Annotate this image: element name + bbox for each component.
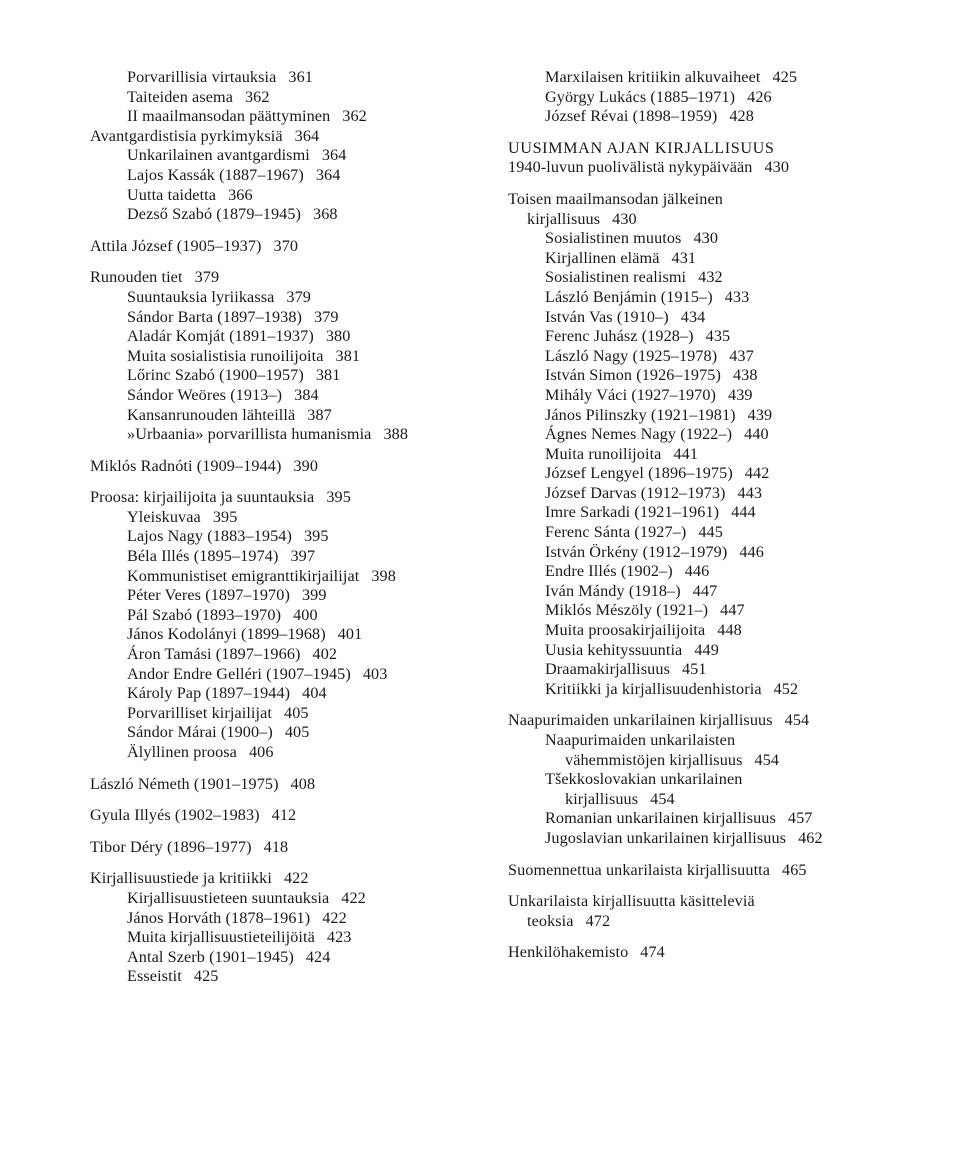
toc-entry <box>90 205 490 225</box>
toc-page-number: 442 <box>744 464 770 483</box>
toc-entry-title: László Németh (1901–1975) <box>90 774 279 793</box>
toc-page-number: 441 <box>673 444 699 463</box>
toc-entry <box>508 327 948 347</box>
toc-page-number: 446 <box>684 562 710 581</box>
toc-entry <box>508 406 948 426</box>
toc-entry <box>90 127 490 147</box>
toc-page-number: 430 <box>693 229 719 248</box>
toc-entry <box>508 88 948 108</box>
toc-entry <box>508 861 948 881</box>
toc-entry-title: Ferenc Juhász (1928–) <box>545 327 694 346</box>
toc-entry <box>90 743 490 763</box>
toc-page-number: 422 <box>283 869 309 888</box>
toc-entry <box>90 889 490 909</box>
toc-page-number: 426 <box>747 87 772 106</box>
toc-entry <box>90 366 490 386</box>
toc-page-number: 422 <box>322 908 347 927</box>
toc-page-number: 361 <box>288 68 314 86</box>
toc-entry-title: Porvarillisia virtauksia <box>127 68 277 86</box>
toc-entry <box>508 347 948 367</box>
toc-entry <box>508 601 948 621</box>
toc-page-number: 364 <box>315 165 341 184</box>
toc-page-number: 395 <box>212 507 238 526</box>
toc-entry <box>508 829 948 849</box>
toc-entry-title: Endre Illés (1902–) <box>545 562 673 581</box>
toc-entry <box>90 606 490 626</box>
toc-page-number: 379 <box>314 307 339 326</box>
toc-entry-title: Attila József (1905–1937) <box>90 236 262 255</box>
toc-entry-title: Imre Sarkadi (1921–1961) <box>545 503 720 522</box>
toc-entry-title: 1940-luvun puolivälistä nykypäivään <box>508 158 753 177</box>
toc-entry-title: Sosialistinen realismi <box>545 268 687 287</box>
toc-page-number: 379 <box>194 268 220 287</box>
toc-page-number: 425 <box>772 68 798 86</box>
toc-entry <box>90 386 490 406</box>
toc-entry-title: József Révai (1898–1959) <box>545 107 718 126</box>
toc-entry <box>508 711 948 731</box>
toc-entry <box>90 775 490 795</box>
toc-entry-title: II maailmansodan päättyminen <box>127 107 331 126</box>
toc-right-column <box>508 68 948 963</box>
toc-entry-title: Uusia kehityssuuntia <box>545 640 683 659</box>
toc-page-number: 384 <box>294 385 319 404</box>
toc-page-number: 400 <box>293 605 318 624</box>
toc-entry <box>90 869 490 889</box>
toc-entry-title: János Pilinszky (1921–1981) <box>545 405 736 424</box>
toc-page-number: 447 <box>692 581 718 600</box>
toc-page-number: 406 <box>248 743 274 761</box>
toc-page-number: 366 <box>228 185 253 204</box>
toc-entry-title: János Kodolányi (1899–1968) <box>127 625 326 644</box>
toc-entry-title: Henkilöhakemisto <box>508 943 629 962</box>
toc-page-number: 457 <box>787 809 813 828</box>
toc-entry-title: Sándor Barta (1897–1938) <box>127 307 303 326</box>
toc-entry <box>90 625 490 645</box>
toc-entry-title: Unkarilaista kirjallisuutta käsitteleviä teoksia <box>508 892 755 930</box>
toc-entry-title: Lajos Nagy (1883–1954) <box>127 527 292 546</box>
toc-entry <box>90 406 490 426</box>
toc-entry-title: Sándor Márai (1900–) <box>127 723 273 742</box>
toc-entry <box>90 288 490 308</box>
toc-entry <box>508 386 948 406</box>
toc-entry <box>90 68 490 88</box>
toc-page-number: 405 <box>284 723 310 742</box>
toc-page-number: 433 <box>724 287 750 306</box>
toc-entry-title: Romanian unkarilainen kirjallisuus <box>545 809 776 828</box>
toc-entry <box>90 909 490 929</box>
toc-entry <box>90 684 490 704</box>
toc-entry-title: Kirjallisuustieteen suuntauksia <box>127 888 330 907</box>
toc-entry-title: Kirjallisuustiede ja kritiikki <box>90 869 272 888</box>
toc-entry-title: Béla Illés (1895–1974) <box>127 547 279 566</box>
toc-page-number: 425 <box>193 967 219 986</box>
toc-page-number: 381 <box>315 366 341 385</box>
toc-page-number: 443 <box>737 483 763 502</box>
toc-entry-title: László Nagy (1925–1978) <box>545 346 718 365</box>
toc-entry-title: Gyula Illyés (1902–1983) <box>90 806 260 825</box>
toc-entry-title: Aladár Komját (1891–1937) <box>127 327 314 346</box>
toc-entry <box>90 268 490 288</box>
toc-entry <box>90 508 490 528</box>
toc-entry <box>90 838 490 858</box>
toc-entry-title: Avantgardistisia pyrkimyksiä <box>90 126 283 145</box>
toc-page-number: 439 <box>747 405 773 424</box>
toc-entry-title: István Simon (1926–1975) <box>545 366 721 385</box>
toc-page-number: 439 <box>728 385 753 404</box>
toc-entry-title: Taiteiden asema <box>127 87 233 106</box>
toc-page-number: 430 <box>764 158 790 177</box>
toc-entry <box>90 527 490 547</box>
toc-page-number: 364 <box>294 126 320 145</box>
toc-entry <box>508 562 948 582</box>
toc-entry <box>90 488 490 508</box>
toc-entry-title: Miklós Mészöly (1921–) <box>545 601 709 620</box>
toc-page-number: 401 <box>337 625 363 644</box>
toc-entry <box>508 680 948 700</box>
toc-page-number: 437 <box>729 346 754 365</box>
toc-entry-title: Marxilaisen kritiikin alkuvaiheet <box>545 68 761 86</box>
toc-page-number: 412 <box>271 806 297 825</box>
toc-page-number: 408 <box>290 774 316 793</box>
toc-entry-title: Proosa: kirjailijoita ja suuntauksia <box>90 488 315 507</box>
toc-entry-title: Pál Szabó (1893–1970) <box>127 605 282 624</box>
toc-page-number: 428 <box>729 107 754 126</box>
toc-entry <box>90 237 490 257</box>
toc-entry <box>90 327 490 347</box>
toc-page-number: 452 <box>773 679 799 698</box>
toc-page-number: 440 <box>744 425 769 444</box>
toc-entry <box>508 425 948 445</box>
toc-entry <box>90 967 490 987</box>
toc-entry-title: Ferenc Sánta (1927–) <box>545 523 687 542</box>
toc-entry-title: Péter Veres (1897–1970) <box>127 586 290 605</box>
toc-entry-title: Uutta taidetta <box>127 185 217 204</box>
toc-entry <box>90 723 490 743</box>
toc-entry <box>508 268 948 288</box>
toc-entry-title: Naapurimaiden unkarilainen kirjallisuus <box>508 711 773 730</box>
toc-entry <box>508 892 948 931</box>
toc-entry-title: Dezső Szabó (1879–1945) <box>127 205 302 224</box>
toc-entry-title: Károly Pap (1897–1944) <box>127 684 291 703</box>
toc-entry <box>508 158 948 178</box>
toc-entry <box>508 641 948 661</box>
toc-page-number: 364 <box>321 146 347 165</box>
toc-entry <box>508 308 948 328</box>
toc-entry <box>508 943 948 963</box>
toc-entry-title: Naapurimaiden unkarilaisten vähemmistöjen kirjallisuus <box>545 731 743 769</box>
toc-entry <box>90 457 490 477</box>
toc-page-number: 422 <box>341 888 366 907</box>
toc-entry-title: Sándor Weöres (1913–) <box>127 385 283 404</box>
toc-page-number: 445 <box>698 523 723 542</box>
toc-entry-title: Esseistit <box>127 967 182 986</box>
toc-page-number: 395 <box>303 527 329 546</box>
toc-page-number: 397 <box>290 547 316 566</box>
toc-entry-title: Sosialistinen muutos <box>545 229 682 248</box>
toc-page-number: 388 <box>383 425 409 444</box>
toc-entry <box>90 704 490 724</box>
toc-left-column <box>90 68 490 987</box>
toc-entry <box>90 948 490 968</box>
toc-entry <box>508 107 948 127</box>
toc-page-number: 465 <box>782 860 807 879</box>
toc-entry-title: István Örkény (1912–1979) <box>545 542 728 561</box>
toc-entry-title: Suuntauksia lyriikassa <box>127 287 275 306</box>
toc-entry <box>90 347 490 367</box>
toc-page-number: 449 <box>694 640 719 659</box>
toc-entry-title: János Horváth (1878–1961) <box>127 908 311 927</box>
toc-entry <box>90 806 490 826</box>
toc-page-number: 474 <box>640 943 665 962</box>
toc-entry <box>508 582 948 602</box>
toc-page-number: 454 <box>754 750 780 769</box>
toc-entry <box>90 186 490 206</box>
toc-entry-title: Tšekkoslovakian unkarilainen kirjallisuus <box>545 770 743 808</box>
toc-entry <box>508 288 948 308</box>
toc-entry-title: Toisen maailmansodan jälkeinen kirjallisuus <box>508 189 723 228</box>
toc-page-number: 418 <box>263 837 289 856</box>
toc-page-number: 438 <box>732 366 758 385</box>
toc-page-number: 430 <box>612 209 637 228</box>
toc-entry-title: István Vas (1910–) <box>545 307 669 326</box>
toc-entry-title: Kritiikki ja kirjallisuudenhistoria <box>545 679 762 698</box>
toc-entry-title: Älyllinen proosa <box>127 743 237 761</box>
toc-page-number: 370 <box>273 236 299 255</box>
toc-entry <box>90 586 490 606</box>
toc-page-number: 362 <box>244 87 270 106</box>
toc-page-number: 380 <box>325 327 351 346</box>
toc-entry-title: László Benjámin (1915–) <box>545 287 713 306</box>
toc-page-number: 379 <box>286 287 312 306</box>
toc-entry-title: Muita proosakirjailijoita <box>545 621 706 640</box>
toc-page-number: 431 <box>671 248 697 267</box>
toc-page-number: 390 <box>293 456 319 475</box>
toc-page-number: 362 <box>342 107 367 126</box>
toc-entry-title: Runouden tiet <box>90 268 183 287</box>
toc-entry <box>508 249 948 269</box>
toc-entry-title: György Lukács (1885–1971) <box>545 87 736 106</box>
toc-entry <box>90 146 490 166</box>
toc-page-number: 387 <box>307 405 332 424</box>
toc-entry <box>90 425 490 445</box>
toc-entry-title: Tibor Déry (1896–1977) <box>90 837 252 856</box>
toc-entry-title: Miklós Radnóti (1909–1944) <box>90 456 282 475</box>
toc-entry <box>90 547 490 567</box>
toc-entry-title: Muita runoilijoita <box>545 444 662 463</box>
toc-page-number: 432 <box>698 268 723 287</box>
toc-page-number: 399 <box>301 586 327 605</box>
toc-entry <box>508 229 948 249</box>
toc-entry <box>90 166 490 186</box>
toc-entry-title: »Urbaania» porvarillista humanismia <box>127 425 372 444</box>
toc-page-number: 454 <box>650 789 675 808</box>
toc-entry-title: Andor Endre Gelléri (1907–1945) <box>127 664 351 683</box>
toc-entry-title: UUSIMMAN AJAN KIRJALLISUUS <box>508 138 775 157</box>
toc-entry <box>508 731 948 770</box>
toc-page-number: 434 <box>680 307 706 326</box>
toc-entry-title: Yleiskuvaa <box>127 507 201 526</box>
toc-page-number: 444 <box>731 503 756 522</box>
toc-entry-title: Jugoslavian unkarilainen kirjallisuus <box>545 828 787 847</box>
toc-entry <box>508 445 948 465</box>
toc-entry-title: Kansanrunouden lähteillä <box>127 405 296 424</box>
toc-entry <box>508 770 948 809</box>
toc-entry-title: Mihály Váci (1927–1970) <box>545 385 717 404</box>
toc-entry-title: József Darvas (1912–1973) <box>545 483 726 502</box>
toc-page-number: 451 <box>681 660 707 679</box>
toc-entry <box>508 366 948 386</box>
toc-page-number: 403 <box>362 664 388 683</box>
toc-entry-title: Kommunistiset emigranttikirjailijat <box>127 566 360 585</box>
toc-entry <box>508 660 948 680</box>
toc-entry <box>508 464 948 484</box>
toc-entry-title: Kirjallinen elämä <box>545 248 660 267</box>
toc-entry <box>90 567 490 587</box>
toc-entry <box>508 68 948 88</box>
toc-page-number: 405 <box>284 703 309 722</box>
toc-page-number: 454 <box>784 711 810 730</box>
toc-entry <box>508 190 948 229</box>
toc-entry <box>90 645 490 665</box>
toc-page-number: 398 <box>371 566 396 585</box>
toc-entry-title: Iván Mándy (1918–) <box>545 581 681 600</box>
toc-entry <box>508 543 948 563</box>
toc-entry-title: Áron Tamási (1897–1966) <box>127 645 301 664</box>
toc-page-number: 395 <box>326 488 351 507</box>
toc-entry-title: Muita sosialistisia runoilijoita <box>127 346 324 365</box>
toc-entry <box>90 107 490 127</box>
toc-entry <box>90 665 490 685</box>
toc-entry-title: Unkarilainen avantgardismi <box>127 146 310 165</box>
toc-entry-title: József Lengyel (1896–1975) <box>545 464 733 483</box>
toc-page-number: 423 <box>326 928 352 947</box>
toc-entry-title: Lőrinc Szabó (1900–1957) <box>127 366 304 385</box>
toc-entry <box>90 88 490 108</box>
toc-page-number: 447 <box>720 601 745 620</box>
toc-entry <box>90 928 490 948</box>
toc-entry <box>508 809 948 829</box>
toc-entry-title: Ágnes Nemes Nagy (1922–) <box>545 425 733 444</box>
toc-entry <box>508 503 948 523</box>
toc-entry <box>508 621 948 641</box>
toc-page-number: 404 <box>302 684 327 703</box>
toc-entry-title: Suomennettua unkarilaista kirjallisuutta <box>508 860 771 879</box>
toc-page-number: 381 <box>335 346 361 365</box>
toc-entry-title: Lajos Kassák (1887–1967) <box>127 165 304 184</box>
toc-entry-title: Porvarilliset kirjailijat <box>127 703 273 722</box>
toc-page-number: 472 <box>585 911 611 930</box>
toc-entry <box>90 308 490 328</box>
toc-page-number: 424 <box>305 947 331 966</box>
toc-entry <box>508 484 948 504</box>
toc-entry-title: Draamakirjallisuus <box>545 660 670 679</box>
toc-entry <box>508 523 948 543</box>
toc-page-number: 402 <box>312 645 338 664</box>
toc-page-number: 368 <box>313 205 338 224</box>
toc-entry-title: Muita kirjallisuustieteilijöitä <box>127 928 315 947</box>
toc-page-number: 448 <box>717 621 742 640</box>
toc-page-number: 446 <box>739 542 764 561</box>
toc-page-number: 435 <box>705 327 731 346</box>
section-heading <box>508 139 948 159</box>
toc-page-number: 462 <box>798 828 823 847</box>
toc-entry-title: Antal Szerb (1901–1945) <box>127 947 294 966</box>
